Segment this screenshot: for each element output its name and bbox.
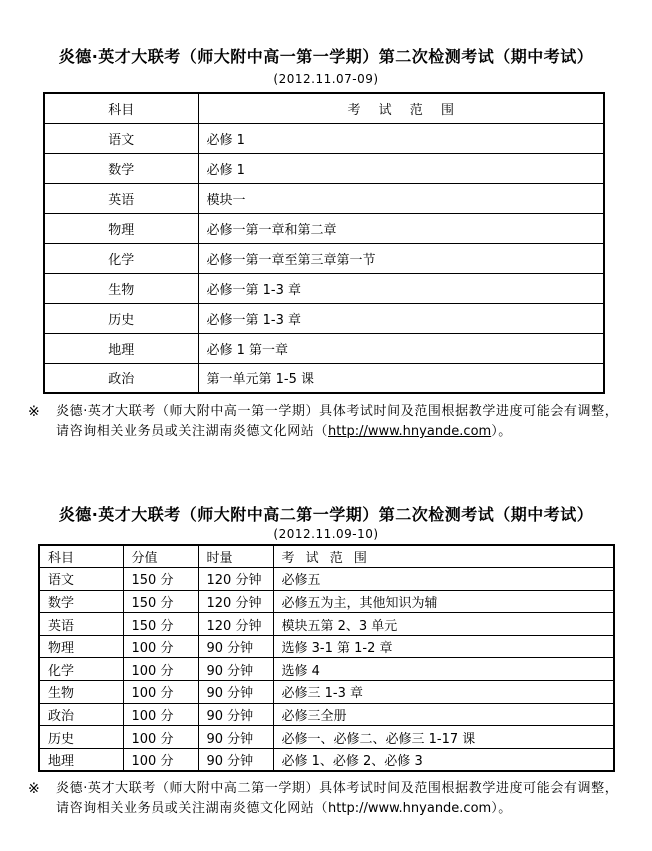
exam1-schedule-table [43, 92, 605, 394]
cell-subject: 生物 [44, 273, 198, 303]
column-header-subject: 科目 [39, 545, 123, 568]
exam1-date: (2012.11.07-09) [273, 72, 379, 86]
table-row [44, 153, 604, 183]
table-row [44, 243, 604, 273]
table-row [39, 613, 614, 636]
footnote-text [56, 402, 638, 442]
cell-scope: 必修 1 [198, 123, 604, 153]
table-row [39, 658, 614, 681]
cell-scope: 必修一、必修二、必修三 1-17 课 [273, 726, 614, 749]
footnote-line-2-prefix: 请咨询相关业务员或关注湖南炎德文化网站（ [56, 424, 329, 439]
cell-score: 100 分 [123, 681, 198, 704]
footnote-line-2-prefix: 请咨询相关业务员或关注湖南炎德文化网站（ [56, 801, 329, 816]
cell-scope: 必修三全册 [273, 703, 614, 726]
cell-duration: 90 分钟 [198, 726, 273, 749]
cell-scope: 选修 3-1 第 1-2 章 [273, 635, 614, 658]
cell-scope: 必修 1、必修 2、必修 3 [273, 748, 614, 771]
cell-duration: 90 分钟 [198, 635, 273, 658]
table-row [39, 635, 614, 658]
footnote-line-2 [56, 799, 638, 819]
exam1-footnote [28, 402, 638, 442]
cell-duration: 90 分钟 [198, 681, 273, 704]
column-header-subject: 科目 [44, 93, 198, 123]
table-header-row [44, 93, 604, 123]
table-row [44, 213, 604, 243]
cell-subject: 历史 [44, 303, 198, 333]
cell-duration: 120 分钟 [198, 590, 273, 613]
cell-subject: 语文 [44, 123, 198, 153]
footnote-line-1: 炎德·英才大联考（师大附中高一第一学期）具体考试时间及范围根据教学进度可能会有调整， [56, 404, 619, 419]
cell-scope: 必修一第一章和第二章 [198, 213, 604, 243]
cell-duration: 90 分钟 [198, 748, 273, 771]
website-url-text: http://www.hnyande.com [328, 801, 492, 816]
column-header-scope: 考 试 范 围 [198, 93, 604, 123]
table-row [44, 303, 604, 333]
cell-subject: 英语 [39, 613, 123, 636]
cell-score: 100 分 [123, 726, 198, 749]
table-row [39, 681, 614, 704]
website-link[interactable]: http://www.hnyande.com [328, 424, 492, 439]
footnote-text [56, 779, 638, 819]
cell-subject: 数学 [44, 153, 198, 183]
cell-subject: 地理 [44, 333, 198, 363]
cell-subject: 历史 [39, 726, 123, 749]
table-row [39, 748, 614, 771]
cell-scope: 选修 4 [273, 658, 614, 681]
cell-subject: 政治 [39, 703, 123, 726]
cell-scope: 模块五第 2、3 单元 [273, 613, 614, 636]
column-header-score: 分值 [123, 545, 198, 568]
cell-scope: 模块一 [198, 183, 604, 213]
cell-score: 100 分 [123, 748, 198, 771]
exam2-schedule-table [38, 544, 615, 772]
footnote-marker: ※ [28, 781, 41, 797]
cell-subject: 物理 [44, 213, 198, 243]
table-row [39, 726, 614, 749]
table-row [44, 333, 604, 363]
cell-subject: 物理 [39, 635, 123, 658]
cell-subject: 政治 [44, 363, 198, 393]
cell-subject: 化学 [44, 243, 198, 273]
cell-scope: 必修三 1-3 章 [273, 681, 614, 704]
footnote-line-2-suffix: ）。 [491, 801, 512, 816]
cell-scope: 必修 1 [198, 153, 604, 183]
cell-subject: 地理 [39, 748, 123, 771]
cell-duration: 90 分钟 [198, 658, 273, 681]
cell-scope: 必修一第 1-3 章 [198, 303, 604, 333]
table-row [44, 123, 604, 153]
table-row [44, 273, 604, 303]
cell-duration: 120 分钟 [198, 613, 273, 636]
table-row [44, 183, 604, 213]
exam2-title: 炎德·英才大联考（师大附中高二第一学期）第二次检测考试（期中考试） [58, 505, 594, 524]
table-header-row [39, 545, 614, 568]
cell-scope: 必修五为主，其他知识为辅 [273, 590, 614, 613]
cell-score: 100 分 [123, 658, 198, 681]
cell-subject: 语文 [39, 568, 123, 591]
column-header-scope: 考 试 范 围 [273, 545, 614, 568]
footnote-line-1: 炎德·英才大联考（师大附中高二第一学期）具体考试时间及范围根据教学进度可能会有调整， [56, 781, 619, 796]
table-row [39, 703, 614, 726]
cell-scope: 必修一第一章至第三章第一节 [198, 243, 604, 273]
cell-scope: 第一单元第 1-5 课 [198, 363, 604, 393]
footnote-line-2 [56, 422, 638, 442]
cell-scope: 必修 1 第一章 [198, 333, 604, 363]
cell-subject: 英语 [44, 183, 198, 213]
footnote-marker: ※ [28, 404, 41, 420]
cell-subject: 化学 [39, 658, 123, 681]
cell-subject: 生物 [39, 681, 123, 704]
exam1-title: 炎德·英才大联考（师大附中高一第一学期）第二次检测考试（期中考试） [58, 47, 594, 66]
cell-duration: 120 分钟 [198, 568, 273, 591]
cell-score: 150 分 [123, 568, 198, 591]
cell-score: 100 分 [123, 635, 198, 658]
cell-scope: 必修一第 1-3 章 [198, 273, 604, 303]
cell-score: 150 分 [123, 590, 198, 613]
cell-subject: 数学 [39, 590, 123, 613]
cell-score: 100 分 [123, 703, 198, 726]
table-row [39, 590, 614, 613]
cell-score: 150 分 [123, 613, 198, 636]
column-header-duration: 时量 [198, 545, 273, 568]
footnote-line-2-suffix: ）。 [491, 424, 512, 439]
exam2-footnote [28, 779, 638, 819]
cell-duration: 90 分钟 [198, 703, 273, 726]
exam2-date: (2012.11.09-10) [273, 527, 379, 541]
cell-scope: 必修五 [273, 568, 614, 591]
table-row [44, 363, 604, 393]
table-row [39, 568, 614, 591]
